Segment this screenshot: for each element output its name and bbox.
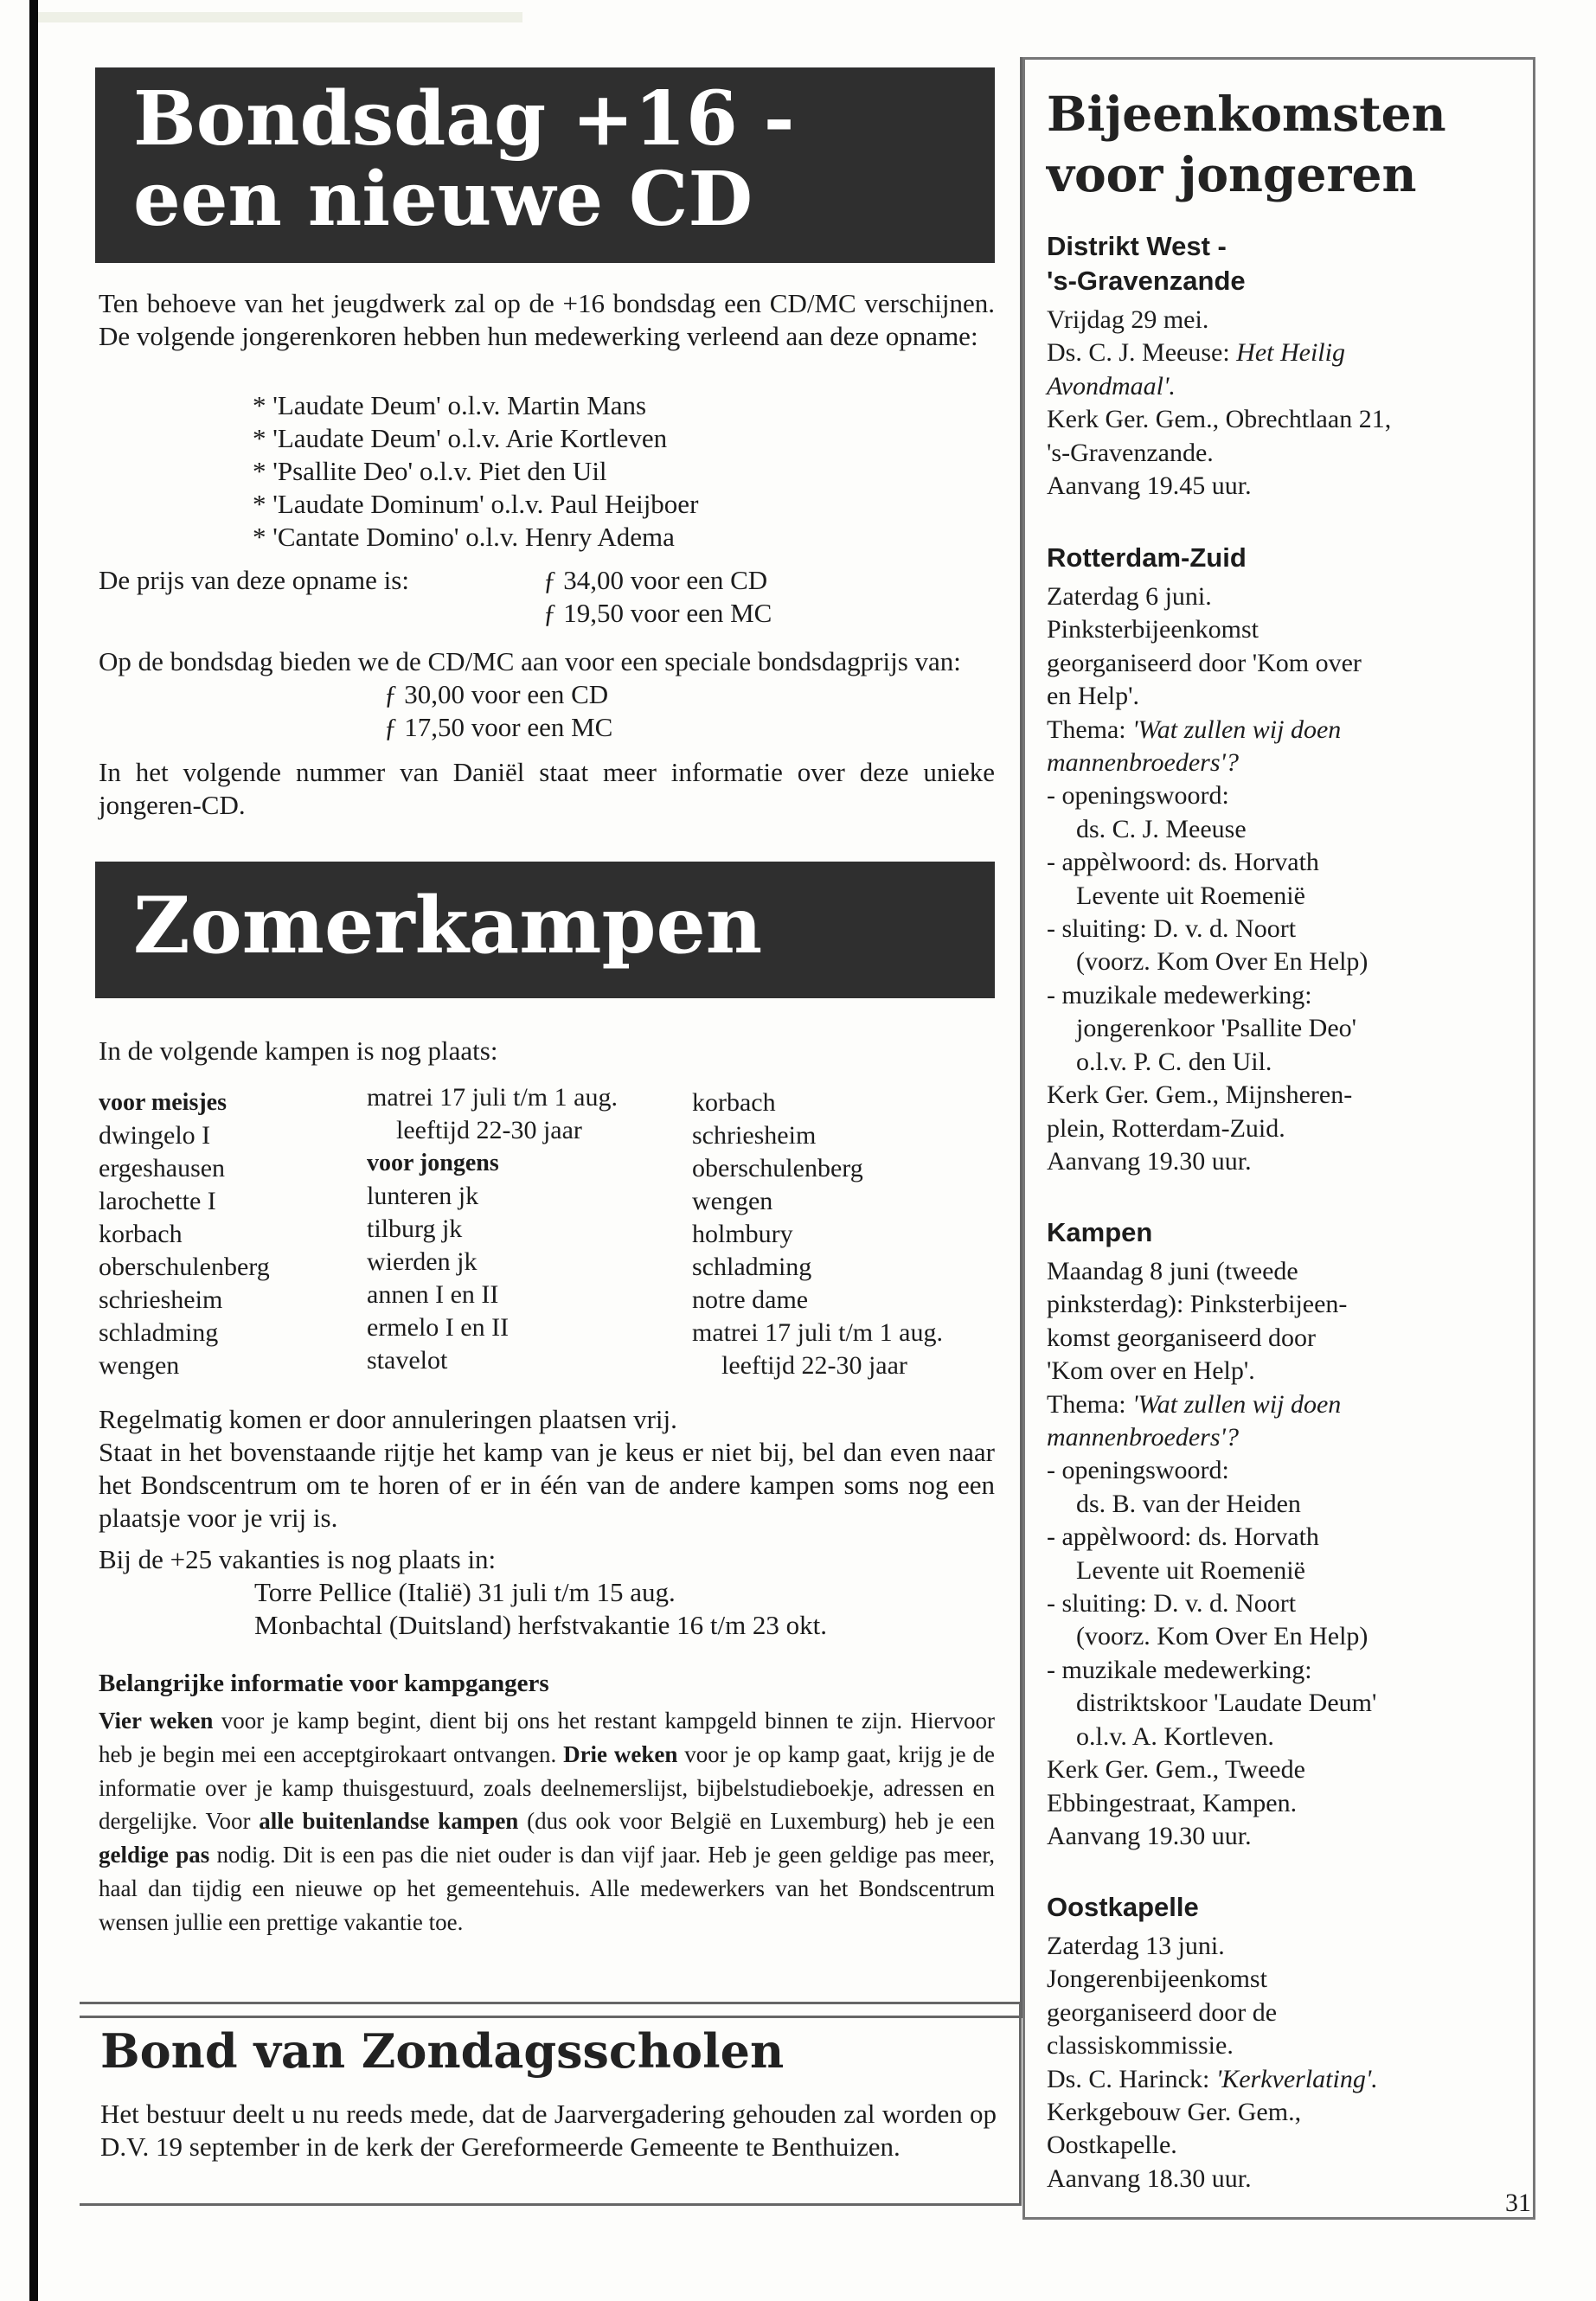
camps-col-girls xyxy=(99,1086,270,1382)
camp-item: larochette I xyxy=(99,1187,216,1215)
event-italic: Het Heilig xyxy=(1236,338,1345,368)
plus25-item: Monbachtal (Duitsland) herfstvakantie 16 t/m 23 okt. xyxy=(254,1610,828,1640)
event-line: classiskommissie. xyxy=(1047,2031,1234,2061)
choir-list xyxy=(253,389,945,554)
info-body xyxy=(99,1704,995,1939)
event-line: mannenbroeders'? xyxy=(1047,748,1239,778)
camp-item: oberschulenberg xyxy=(99,1253,270,1281)
left-column xyxy=(80,57,1022,2162)
event-span: Thema: xyxy=(1047,715,1133,744)
event-line: 's-Gravenzande. xyxy=(1047,438,1214,467)
special-price-label xyxy=(99,645,995,678)
camp-item: korbach xyxy=(692,1088,776,1117)
event-west xyxy=(1047,229,1514,503)
program-item: - muzikale medewerking: xyxy=(1047,1655,1312,1684)
program-item: - openingswoord: xyxy=(1047,1456,1229,1485)
event-span: Thema: xyxy=(1047,1389,1133,1419)
event-line: Maandag 8 juni (tweede xyxy=(1047,1257,1298,1285)
choir-item: * 'Cantate Domino' o.l.v. Henry Adema xyxy=(253,521,945,554)
camps-col-boys-2 xyxy=(692,1086,943,1382)
event-heading: Rotterdam-Zuid xyxy=(1047,542,1247,573)
event-heading-2: 's-Gravenzande xyxy=(1047,266,1246,296)
price-cd: ƒ 34,00 voor een CD xyxy=(543,565,768,595)
camp-item: schladming xyxy=(99,1318,219,1347)
plus25-label: Bij de +25 vakanties is nog plaats in: xyxy=(99,1544,497,1574)
event-line: Vrijdag 29 mei. xyxy=(1047,305,1209,334)
event-line: 'Kom over en Help'. xyxy=(1047,1356,1255,1386)
info-span: voor je kamp begint, dient bij ons het restant kampgeld binnen te zijn. Hiervoor heb je begin mei een acceptgirokaart ontvangen. xyxy=(99,1708,995,1767)
info-header: Belangrijke informatie voor kampgangers xyxy=(99,1670,549,1697)
program-item-cont: (voorz. Kom Over En Help) xyxy=(1076,1622,1368,1651)
program-item: - appèlwoord: ds. Horvath xyxy=(1047,848,1319,877)
page-number: 31 xyxy=(1505,2189,1531,2217)
event-line: Kerkgebouw Ger. Gem., xyxy=(1047,2098,1302,2127)
camp-age: leeftijd 22-30 jaar xyxy=(721,1351,907,1380)
camp-item: stavelot xyxy=(367,1346,448,1375)
program-item: - appèlwoord: ds. Horvath xyxy=(1047,1522,1319,1552)
event-line xyxy=(1047,714,1514,747)
camp-item: holmbury xyxy=(692,1220,793,1248)
cd-more-info xyxy=(99,756,995,822)
event-rotterdam xyxy=(1047,541,1514,1178)
camp-item: tilburg jk xyxy=(367,1215,463,1243)
bvz-title: Bond van Zondagsscholen xyxy=(100,2023,785,2079)
event-line: Aanvang 19.45 uur. xyxy=(1047,471,1252,501)
annulering-note xyxy=(99,1403,995,1535)
info-bold: geldige pas xyxy=(99,1842,210,1868)
camp-item: matrei 17 juli t/m 1 aug. xyxy=(692,1318,943,1347)
event-italic: 'Kerkverlating'. xyxy=(1215,2064,1378,2093)
cd-article-title xyxy=(95,67,995,263)
cd-title-line-2: een nieuwe CD xyxy=(133,155,753,243)
scan-shade xyxy=(38,12,522,22)
event-line: en Help'. xyxy=(1047,682,1140,711)
bvz-article xyxy=(80,2002,1022,2206)
event-line: Zaterdag 13 juni. xyxy=(1047,1932,1225,1960)
event-italic: 'Wat zullen wij doen xyxy=(1132,1389,1342,1419)
camp-item: notre dame xyxy=(692,1285,809,1314)
zomer-intro xyxy=(99,1035,995,1067)
choir-item: * 'Laudate Deum' o.l.v. Martin Mans xyxy=(253,389,945,422)
program-item-cont: ds. B. van der Heiden xyxy=(1076,1489,1301,1518)
event-line: Zaterdag 6 juni. xyxy=(1047,582,1212,611)
info-span: voor je op kamp gaat, krijg je de informatie over je kamp thuisgestuurd, zoals deelnemerslijst, bijbelstudieboekje, adressen en dergelijke. Voor xyxy=(99,1740,995,1835)
program-item: - sluiting: D. v. d. Noort xyxy=(1047,914,1297,944)
choir-item: * 'Laudate Deum' o.l.v. Arie Kortleven xyxy=(253,422,945,455)
choir-item: * 'Laudate Dominum' o.l.v. Paul Heijboer xyxy=(253,488,945,521)
price-label: De prijs van deze opname is: xyxy=(99,565,409,595)
zomer-intro-text: In de volgende kampen is nog plaats: xyxy=(99,1035,498,1066)
program-item-cont: o.l.v. P. C. den Uil. xyxy=(1076,1047,1272,1076)
camps-col-boys xyxy=(367,1081,618,1377)
camp-item: schriesheim xyxy=(99,1285,223,1314)
event-line: georganiseerd door de xyxy=(1047,1997,1278,2027)
special-price-text: Op de bondsdag bieden we de CD/MC aan voor een speciale bondsdagprijs van: xyxy=(99,646,961,676)
sidebar-title xyxy=(1047,84,1518,205)
program-item: - muzikale medewerking: xyxy=(1047,980,1312,1009)
event-heading: Kampen xyxy=(1047,1217,1153,1247)
sidebar-title-line-1: Bijeenkomsten xyxy=(1047,86,1446,142)
price-mc: ƒ 19,50 voor een MC xyxy=(543,598,772,628)
special-price-cd: ƒ 30,00 voor een CD xyxy=(384,679,609,709)
camp-item: ermelo I en II xyxy=(367,1313,510,1342)
choir-item: * 'Psallite Deo' o.l.v. Piet den Uil xyxy=(253,455,945,488)
event-span: Ds. C. J. Meeuse: xyxy=(1047,338,1237,368)
camp-item: annen I en II xyxy=(367,1280,499,1309)
event-line: Kerk Ger. Gem., Obrechtlaan 21, xyxy=(1047,405,1392,434)
camp-item: korbach xyxy=(99,1220,183,1248)
annulering-line-1: Regelmatig komen er door annuleringen plaatsen vrij. xyxy=(99,1404,677,1434)
program-item: - openingswoord: xyxy=(1047,781,1229,811)
cd-intro xyxy=(99,287,995,353)
program-item-cont: Levente uit Roemenië xyxy=(1076,1555,1305,1585)
camp-item: wierden jk xyxy=(367,1247,478,1276)
zomerkampen-title-text: Zomerkampen xyxy=(133,880,763,971)
program-item-cont: Levente uit Roemenië xyxy=(1076,881,1305,910)
event-line: Kerk Ger. Gem., Tweede xyxy=(1047,1755,1305,1785)
event-italic: 'Wat zullen wij doen xyxy=(1132,715,1342,744)
cd-more-info-text: In het volgende nummer van Daniël staat meer informatie over deze unieke jongeren-CD. xyxy=(99,757,995,820)
info-bold: Vier weken xyxy=(99,1708,214,1734)
camp-age: leeftijd 22-30 jaar xyxy=(396,1116,582,1144)
annulering-line-2: Staat in het bovenstaande rijtje het kamp van je keus er niet bij, bel dan even naar het Bondscentrum om te horen of er in één van de andere kampen soms nog een plaatsje voor je vrij is. xyxy=(99,1437,995,1533)
info-bold: Drie weken xyxy=(563,1740,678,1767)
event-line: Ebbingestraat, Kampen. xyxy=(1047,1788,1298,1817)
plus25-item: Torre Pellice (Italië) 31 juli t/m 15 aug. xyxy=(254,1577,676,1607)
event-line: Pinksterbijeenkomst xyxy=(1047,615,1259,644)
event-line: mannenbroeders'? xyxy=(1047,1423,1239,1452)
camp-item: matrei 17 juli t/m 1 aug. xyxy=(367,1083,618,1112)
bvz-body xyxy=(100,2098,997,2163)
binding-edge xyxy=(29,0,38,2301)
special-price-mc: ƒ 17,50 voor een MC xyxy=(384,712,613,742)
info-bold: alle buitenlandse kampen xyxy=(259,1808,519,1835)
event-kampen xyxy=(1047,1215,1514,1853)
event-line: Aanvang 18.30 uur. xyxy=(1047,2163,1252,2193)
camp-item: schriesheim xyxy=(692,1121,817,1150)
camp-item: dwingelo I xyxy=(99,1121,211,1150)
event-heading-1: Distrikt West - xyxy=(1047,231,1227,261)
boys-header: voor jongens xyxy=(367,1150,499,1176)
program-item-cont: (voorz. Kom Over En Help) xyxy=(1076,947,1368,977)
cd-intro-text: Ten behoeve van het jeugdwerk zal op de +16 bondsdag een CD/MC verschijnen. De volgende jongerenkoren hebben hun medewerking verleend aan deze opname: xyxy=(99,288,995,351)
camp-item: wengen xyxy=(692,1187,773,1215)
camp-item: ergeshausen xyxy=(99,1154,226,1183)
event-heading xyxy=(1047,229,1514,298)
event-line: komst georganiseerd door xyxy=(1047,1323,1317,1352)
event-line: pinksterdag): Pinksterbijeen- xyxy=(1047,1290,1348,1319)
cd-title-line-1: Bondsdag +16 - xyxy=(133,75,795,163)
event-line: Aanvang 19.30 uur. xyxy=(1047,1821,1252,1850)
event-line: Kerk Ger. Gem., Mijnsheren- xyxy=(1047,1080,1353,1110)
info-span: (dus ook voor België en Luxemburg) heb je een xyxy=(518,1808,995,1835)
event-line xyxy=(1047,1388,1514,1421)
event-line xyxy=(1047,2063,1514,2096)
camp-item: schladming xyxy=(692,1253,812,1281)
program-item-cont: jongerenkoor 'Psallite Deo' xyxy=(1076,1014,1357,1043)
event-line: Oostkapelle. xyxy=(1047,2131,1177,2160)
event-span: Ds. C. Harinck: xyxy=(1047,2064,1216,2093)
event-line: Avondmaal'. xyxy=(1047,371,1176,401)
right-column xyxy=(1022,57,1535,2220)
zomerkampen-title xyxy=(95,862,995,998)
sidebar-title-line-2: voor jongeren xyxy=(1047,146,1417,202)
event-line: Jongerenbijeenkomst xyxy=(1047,1965,1267,1994)
program-item: - sluiting: D. v. d. Noort xyxy=(1047,1589,1297,1618)
camp-item: wengen xyxy=(99,1351,180,1380)
event-line: plein, Rotterdam-Zuid. xyxy=(1047,1113,1285,1143)
event-line xyxy=(1047,336,1514,369)
plus25-block xyxy=(99,1543,995,1642)
bvz-text: Het bestuur deelt u nu reeds mede, dat de Jaarvergadering gehouden zal worden op D.V. 19 september in de kerk der Gereformeerde Gemeente te Benthuizen. xyxy=(100,2099,997,2162)
girls-header: voor meisjes xyxy=(99,1089,227,1116)
event-line: georganiseerd door 'Kom over xyxy=(1047,648,1362,677)
program-item-cont: ds. C. J. Meeuse xyxy=(1076,814,1247,843)
info-span: nodig. Dit is een pas die niet ouder is dan vijf jaar. Heb je geen geldige pas meer, haal dan tijdig een nieuwe op het gemeentehuis. Alle medewerkers van het Bondscentrum wensen jullie een prettige vakantie toe. xyxy=(99,1842,996,1935)
info-text xyxy=(99,1704,995,1939)
program-item-cont: o.l.v. A. Kortleven. xyxy=(1076,1721,1274,1751)
event-oostkapelle xyxy=(1047,1890,1514,2195)
camp-item: lunteren jk xyxy=(367,1182,479,1210)
camp-item: oberschulenberg xyxy=(692,1154,863,1183)
event-line: Aanvang 19.30 uur. xyxy=(1047,1146,1252,1176)
program-item-cont: distriktskoor 'Laudate Deum' xyxy=(1076,1689,1377,1718)
event-heading: Oostkapelle xyxy=(1047,1892,1199,1922)
